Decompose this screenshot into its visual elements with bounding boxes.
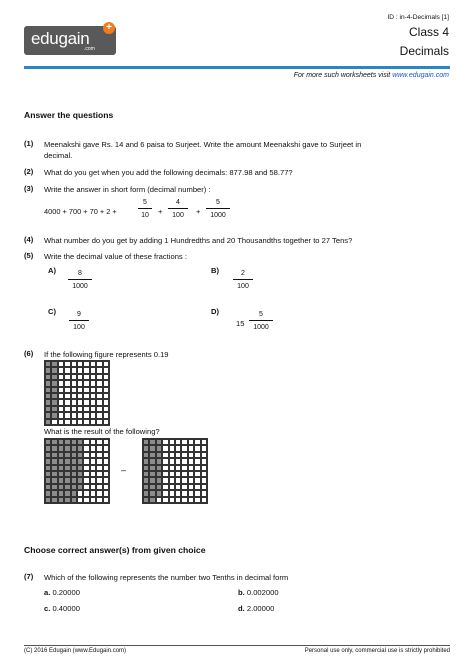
q7-option-b[interactable] [238, 588, 279, 597]
q7-option-d[interactable] [238, 604, 274, 613]
q3-frac3-num: 5 [206, 199, 230, 209]
q5c-num: 9 [69, 311, 89, 321]
q7-number: (7) [24, 572, 34, 581]
q7-option-b-value: 0.002000 [246, 588, 279, 597]
grid-cell [103, 419, 109, 425]
q5d-whole: 15 [236, 319, 245, 328]
q3-number: (3) [24, 184, 34, 193]
worksheet-id: ID : in-4-Decimals [1] [387, 14, 449, 21]
logo-plus-icon: + [103, 22, 115, 34]
q4-number: (4) [24, 235, 34, 244]
header-rule [24, 66, 450, 69]
q5b-den: 100 [237, 283, 249, 290]
q5c-den: 100 [73, 324, 85, 331]
q6-number: (6) [24, 349, 34, 358]
q7-option-a-value: 0.20000 [52, 588, 80, 597]
q3-frac1-den: 10 [141, 212, 149, 219]
q1-text [44, 139, 444, 161]
class-title: Class 4 [408, 25, 449, 39]
grid-cell [201, 497, 207, 503]
q5-option-b-fraction [233, 270, 253, 290]
q5-option-a-label: A) [48, 266, 57, 275]
q3-frac1-num: 5 [138, 199, 152, 209]
footer-rule [24, 645, 450, 646]
q6-grid-right [142, 438, 208, 504]
q6-minus-sign: – [121, 465, 127, 475]
q2-number: (2) [24, 167, 34, 176]
edugain-link[interactable]: www.edugain.com [392, 72, 449, 79]
q3-frac2-num: 4 [168, 199, 188, 209]
q7-option-d-label: d. [238, 604, 245, 613]
q1-number: (1) [24, 139, 34, 148]
grid-cell [103, 497, 109, 503]
q6-reference-grid [44, 360, 110, 426]
q7-option-c-value: 0.40000 [52, 604, 80, 613]
subject-title: Decimals [399, 44, 449, 58]
q5-text: Write the decimal value of these fractions : [44, 252, 187, 261]
q5-number: (5) [24, 251, 34, 260]
logo-text: edugain [31, 29, 90, 48]
q7-option-a-label: a. [44, 588, 51, 597]
q6-grid-left [44, 438, 110, 504]
q5-option-c-fraction [69, 311, 89, 331]
q1-line1: Meenakshi gave Rs. 14 and 6 paisa to Surjeet. Write the amount Meenakshi gave to Surjeet in [44, 140, 362, 149]
more-prefix: For more such worksheets visit [293, 72, 393, 79]
q3-frac2-den: 100 [172, 212, 184, 219]
q7-option-c[interactable] [44, 604, 80, 613]
q3-text: Write the answer in short form (decimal number) : [44, 185, 211, 194]
q3-expression: 4000 + 700 + 70 + 2 + [44, 207, 117, 216]
q2-text: What do you get when you add the following decimals: 877.98 and 58.77? [44, 168, 293, 177]
q3-plus-1: + [158, 207, 163, 216]
logo-sub: .com [84, 46, 95, 52]
q4-text: What number do you get by adding 1 Hundredths and 20 Thousandths together to 27 Tens? [44, 236, 353, 245]
section-title-answer: Answer the questions [24, 110, 114, 120]
q7-option-d-value: 2.00000 [246, 604, 275, 613]
q5a-num: 8 [68, 270, 92, 280]
q3-plus-2: + [196, 207, 201, 216]
q3-fraction-1 [138, 199, 152, 219]
q7-option-b-label: b. [238, 588, 245, 597]
q1-line2: decimal. [44, 151, 73, 160]
q5b-num: 2 [233, 270, 253, 280]
q5-option-c-label: C) [48, 307, 57, 316]
footer-notice: Personal use only, commercial use is strictly prohibited [304, 648, 450, 654]
more-worksheets-note [294, 72, 449, 79]
q5-option-d-fraction [249, 311, 273, 331]
q3-fraction-2 [168, 199, 188, 219]
edugain-logo [24, 26, 116, 55]
q7-option-c-label: c. [44, 604, 51, 613]
section-title-choose: Choose correct answer(s) from given choice [24, 545, 206, 555]
footer-copyright: (C) 2016 Edugain (www.Edugain.com) [24, 648, 127, 654]
q5-option-d-label: D) [211, 307, 220, 316]
q7-option-a[interactable] [44, 588, 80, 597]
q6-text: If the following figure represents 0.19 [44, 350, 169, 359]
q5a-den: 1000 [72, 283, 88, 290]
q6-text2: What is the result of the following? [44, 427, 160, 436]
q5d-den: 1000 [253, 324, 269, 331]
q7-text: Which of the following represents the number two Tenths in decimal form [44, 573, 289, 582]
q3-frac3-den: 1000 [210, 212, 226, 219]
q5d-num: 5 [249, 311, 273, 321]
q3-fraction-3 [206, 199, 230, 219]
q5-option-a-fraction [68, 270, 92, 290]
q5-option-b-label: B) [211, 266, 220, 275]
